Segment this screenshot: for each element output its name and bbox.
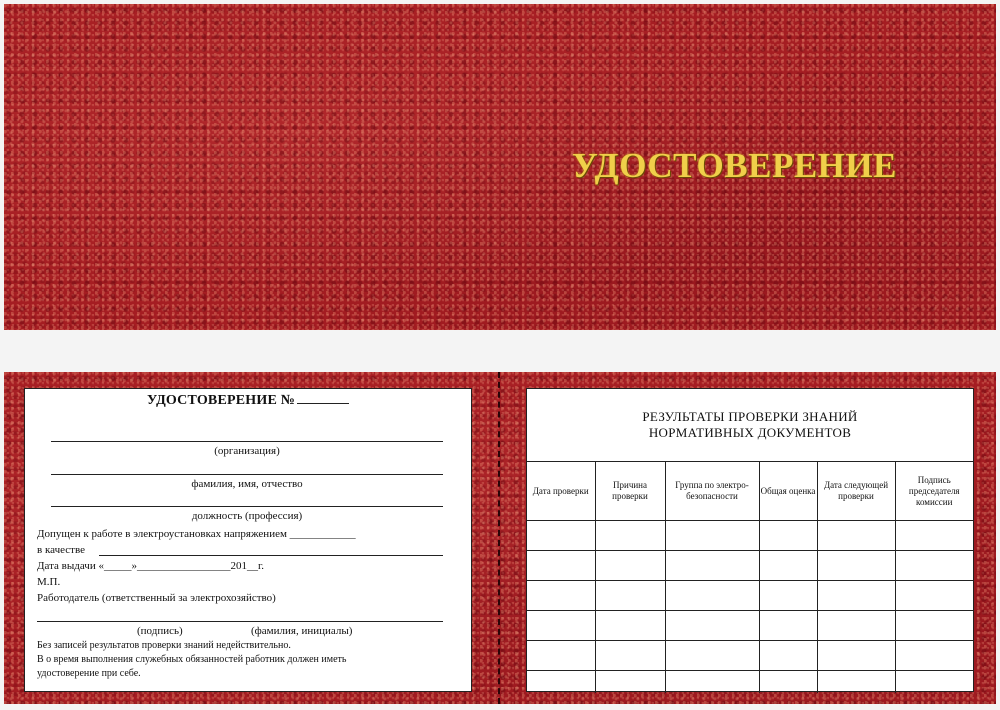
- table-cell: [665, 581, 759, 611]
- table-cell: [595, 521, 665, 551]
- table-cell: [895, 671, 973, 694]
- table-row: [527, 521, 973, 551]
- table-cell: [595, 671, 665, 694]
- cover-title: УДОСТОВЕРЕНИЕ: [572, 146, 897, 185]
- table-cell: [527, 581, 595, 611]
- table-cell: [895, 581, 973, 611]
- table-cell: [527, 671, 595, 694]
- table-cell: [895, 551, 973, 581]
- employer-text: Работодатель (ответственный за электрохозяйство): [37, 592, 276, 604]
- fold-line: [498, 372, 500, 704]
- table-cell: [817, 671, 895, 694]
- certificate-number-field: [297, 403, 349, 404]
- table-cell: [527, 641, 595, 671]
- as-line: [99, 555, 443, 556]
- issue-date-text: Дата выдачи «_____»_________________201__г.: [37, 560, 264, 572]
- table-cell: [895, 521, 973, 551]
- signature-caption: (подпись): [137, 625, 183, 637]
- name-initials-caption: (фамилия, инициалы): [251, 625, 353, 637]
- column-header: Дата следующей проверки: [817, 462, 895, 521]
- table-cell: [665, 611, 759, 641]
- table-cell: [665, 641, 759, 671]
- results-table: [527, 461, 973, 693]
- table-cell: [895, 641, 973, 671]
- table-cell: [817, 581, 895, 611]
- results-title: [527, 409, 973, 441]
- column-header: Подпись председателя комиссии: [895, 462, 973, 521]
- table-cell: [759, 611, 817, 641]
- certificate-number-title: [25, 393, 471, 409]
- name-line: [51, 474, 443, 475]
- certificate-title-text: УДОСТОВЕРЕНИЕ №: [147, 393, 295, 408]
- table-row: [527, 671, 973, 694]
- table-cell: [595, 581, 665, 611]
- column-header: Причина проверки: [595, 462, 665, 521]
- table-row: [527, 581, 973, 611]
- results-title-line-1: РЕЗУЛЬТАТЫ ПРОВЕРКИ ЗНАНИЙ: [642, 409, 858, 424]
- table-cell: [759, 671, 817, 694]
- table-cell: [595, 551, 665, 581]
- table-cell: [817, 611, 895, 641]
- results-page: [526, 388, 974, 692]
- table-cell: [759, 641, 817, 671]
- organization-caption: (организация): [214, 445, 280, 457]
- table-cell: [759, 551, 817, 581]
- position-caption: должность (профессия): [191, 510, 303, 522]
- table-cell: [527, 521, 595, 551]
- stamp-text: М.П.: [37, 576, 61, 588]
- results-title-line-2: НОРМАТИВНЫХ ДОКУМЕНТОВ: [648, 425, 852, 440]
- table-cell: [817, 521, 895, 551]
- as-text: в качестве: [37, 544, 85, 556]
- column-header: Дата проверки: [527, 462, 595, 521]
- table-cell: [817, 551, 895, 581]
- note-line-1: Без записей результатов проверки знаний недействительно.: [37, 640, 291, 651]
- table-cell: [895, 611, 973, 641]
- table-row: [527, 641, 973, 671]
- table-cell: [665, 551, 759, 581]
- name-caption: фамилия, имя, отчество: [191, 478, 303, 490]
- table-header-row: [527, 462, 973, 521]
- table-cell: [595, 611, 665, 641]
- table-cell: [665, 521, 759, 551]
- table-cell: [759, 581, 817, 611]
- table-cell: [665, 671, 759, 694]
- table-cell: [527, 551, 595, 581]
- column-header: Общая оценка: [759, 462, 817, 521]
- certificate-cover: [4, 4, 996, 330]
- note-line-3: удостоверение при себе.: [37, 668, 141, 679]
- position-line: [51, 506, 443, 507]
- column-header: Группа по электро-безопасности: [665, 462, 759, 521]
- table-cell: [817, 641, 895, 671]
- signature-line: [37, 621, 443, 622]
- table-row: [527, 611, 973, 641]
- table-cell: [759, 521, 817, 551]
- note-line-2: В о время выполнения служебных обязанностей работник должен иметь: [37, 654, 347, 665]
- admitted-text: Допущен к работе в электроустановках напряжением ____________: [37, 528, 356, 540]
- table-row: [527, 551, 973, 581]
- table-cell: [527, 611, 595, 641]
- certificate-inner-spread: [4, 372, 996, 704]
- certificate-left-page: [24, 388, 472, 692]
- table-cell: [595, 641, 665, 671]
- organization-line: [51, 441, 443, 442]
